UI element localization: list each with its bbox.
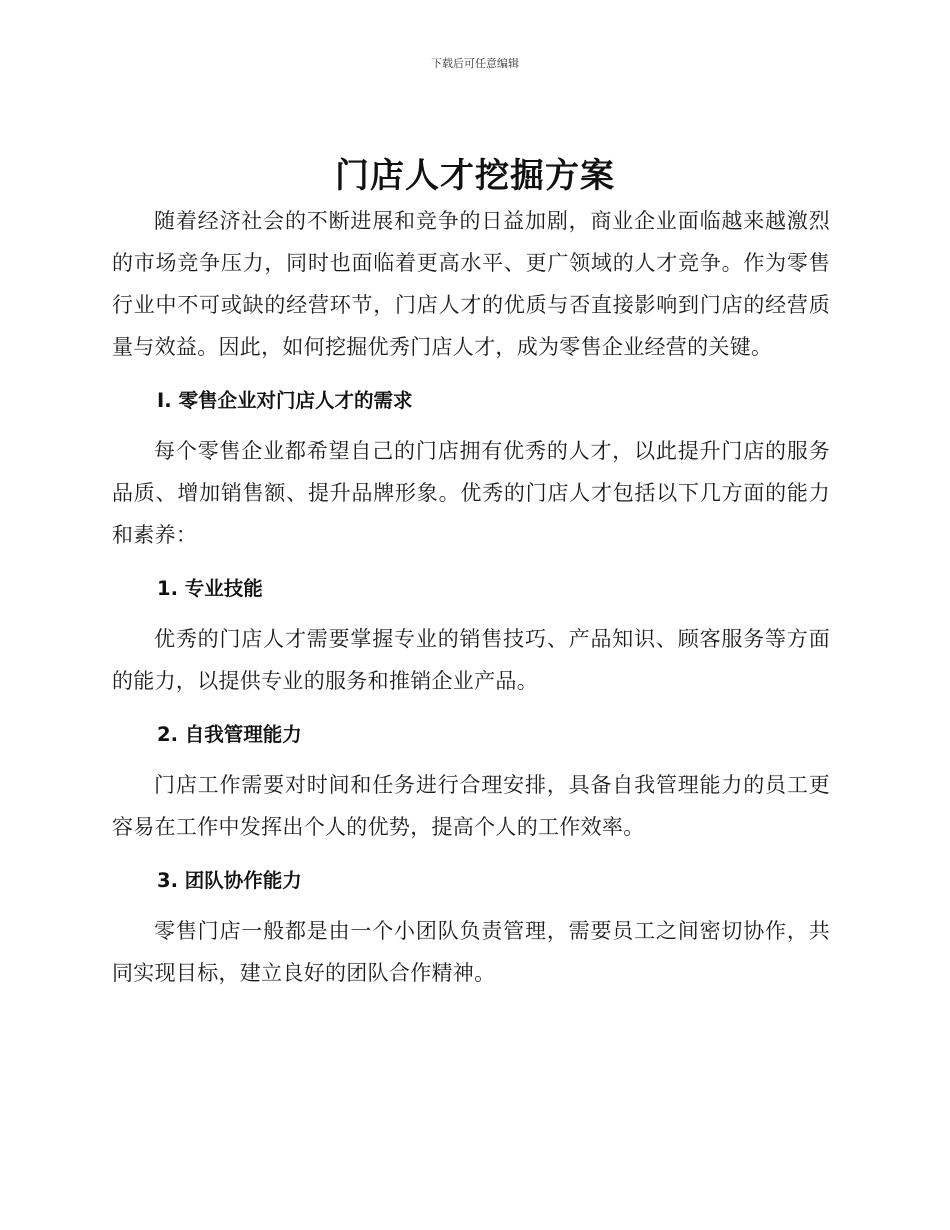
section-heading: 3. 团队协作能力: [157, 869, 302, 892]
header-note: 下载后可任意编辑: [431, 57, 519, 70]
page-title: 门店人才挖掘方案: [335, 156, 615, 196]
document-body: [112, 200, 830, 994]
section-heading: I. 零售企业对门店人才的需求: [157, 389, 413, 412]
section-paragraph: 每个零售企业都希望自己的门店拥有优秀的人才，以此提升门店的服务品质、增加销售额、提升品牌形象。优秀的门店人才包括以下几方面的能力和素养：: [112, 439, 830, 547]
section-heading: 2. 自我管理能力: [157, 723, 302, 746]
section-paragraph: 门店工作需要对时间和任务进行合理安排，具备自我管理能力的员工更容易在工作中发挥出个人的优势，提高个人的工作效率。: [112, 773, 830, 839]
intro-paragraph: 随着经济社会的不断进展和竞争的日益加剧，商业企业面临越来越激烈的市场竞争压力，同时也面临着更高水平、更广领域的人才竞争。作为零售行业中不可或缺的经营环节，门店人才的优质与否直接影响到门店的经营质量与效益。因此，如何挖掘优秀门店人才，成为零售企业经营的关键。: [112, 209, 830, 359]
section-paragraph: 优秀的门店人才需要掌握专业的销售技巧、产品知识、顾客服务等方面的能力，以提供专业的服务和推销企业产品。: [112, 627, 830, 693]
section-heading: 1. 专业技能: [157, 577, 263, 600]
section-paragraph: 零售门店一般都是由一个小团队负责管理，需要员工之间密切协作，共同实现目标，建立良好的团队合作精神。: [112, 919, 830, 985]
